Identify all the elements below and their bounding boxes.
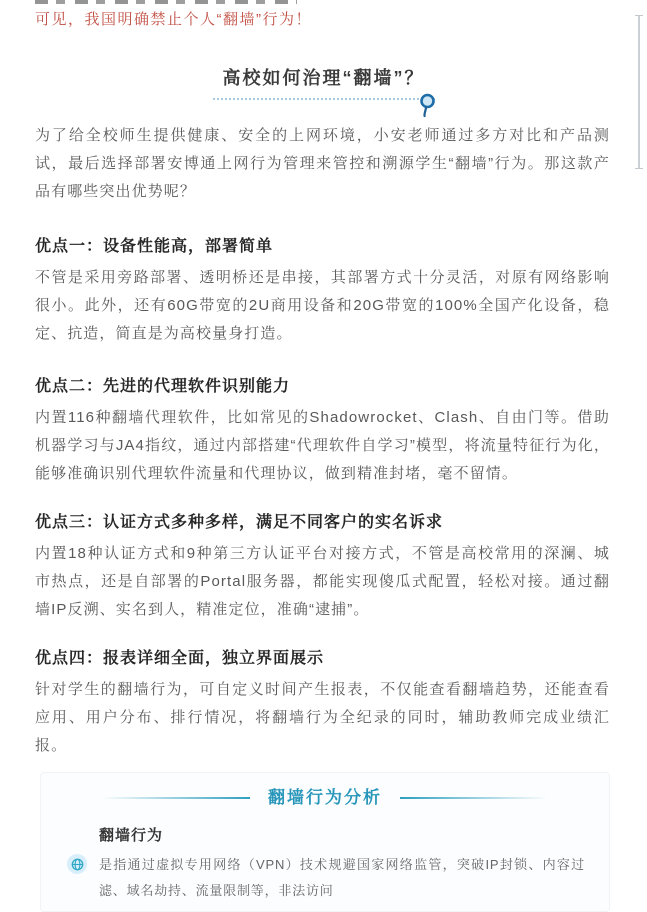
advantage-2-title: 优点二：先进的代理软件识别能力 — [35, 378, 291, 395]
balloon-icon — [417, 93, 437, 119]
title-decoration-line-left — [102, 797, 250, 799]
section-heading-block — [0, 65, 647, 100]
term-title: 翻墙行为 — [99, 827, 164, 844]
page-title: 高校如何治理“翻墙”？ — [222, 68, 425, 88]
advantage-2-body: 内置116种翻墙代理软件，比如常见的Shadowrocket、Clash、自由门等。借助机器学习与JA4指纹，通过内部搭建“代理软件自学习”模型，将流量特征行为化，能够准确识别代理软件流量和代理协议，做到精准封堵，毫不留情。 — [35, 409, 610, 482]
term-definition-block — [41, 810, 609, 904]
top-note: 可见，我国明确禁止个人“翻墙”行为！ — [35, 11, 312, 28]
advantage-1-title: 优点一：设备性能高，部署简单 — [35, 238, 274, 255]
advantage-3-title: 优点三：认证方式多种多样，满足不同客户的实名诉求 — [35, 514, 444, 531]
heading-underline — [213, 98, 435, 100]
scrollbar-thumb[interactable] — [638, 15, 640, 169]
term-definition: 是指通过虚拟专用网络（VPN）技术规避国家网络监管，突破IP封锁、内容过滤、域名劫持、流量限制等，非法访问 — [99, 857, 585, 898]
title-decoration-line-right — [400, 797, 548, 799]
intro-paragraph: 为了给全校师生提供健康、安全的上网环境，小安老师通过多方对比和产品测试，最后选择部署安博通上网行为管理来管控和溯源学生“翻墙”行为。那这款产品有哪些突出优势呢？ — [35, 127, 610, 200]
advantage-4-title: 优点四：报表详细全面，独立界面展示 — [35, 650, 325, 667]
analysis-card-title: 翻墙行为分析 — [268, 788, 382, 807]
clipped-text-remnant — [35, 0, 297, 4]
analysis-card-header — [41, 773, 609, 810]
advantage-1-body: 不管是采用旁路部署、透明桥还是串接，其部署方式十分灵活，对原有网络影响很小。此外，还有60G带宽的2U商用设备和20G带宽的100%全国产化设备，稳定、抗造，简直是为高校量身打造。 — [35, 269, 610, 342]
analysis-card — [40, 772, 610, 912]
advantage-4-body: 针对学生的翻墙行为，可自定义时间产生报表，不仅能查看翻墙趋势，还能查看应用、用户分布、排行情况，将翻墙行为全纪录的同时，辅助教师完成业绩汇报。 — [35, 681, 610, 754]
advantage-3-body: 内置18种认证方式和9种第三方认证平台对接方式，不管是高校常用的深澜、城市热点，还是自部署的Portal服务器，都能实现傻瓜式配置，轻松对接。通过翻墙IP反溯、实名到人，精准定位，准确“逮捕”。 — [35, 545, 610, 618]
globe-icon — [67, 854, 87, 874]
